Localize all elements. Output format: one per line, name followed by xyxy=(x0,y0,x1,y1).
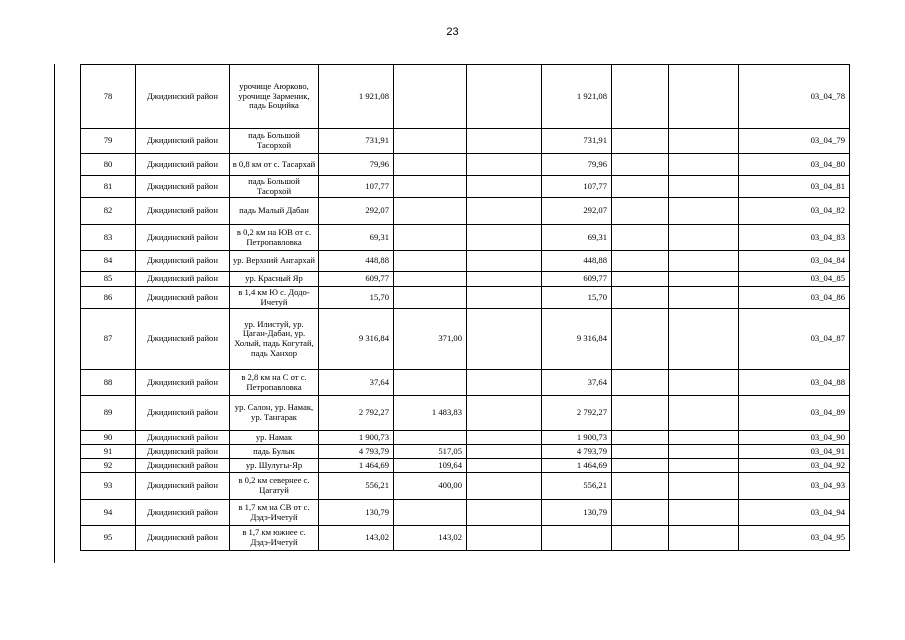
row-number-cell: 88 xyxy=(81,370,136,396)
area-value-cell: 292,07 xyxy=(319,198,394,225)
value-col-4-cell: 292,07 xyxy=(542,198,612,225)
value-col-4-cell: 15,70 xyxy=(542,287,612,309)
value-col-5-cell xyxy=(612,65,669,129)
table-row xyxy=(81,154,850,176)
area-value-cell: 79,96 xyxy=(319,154,394,176)
value-col-6-cell xyxy=(669,473,739,500)
value-col-5-cell xyxy=(612,309,669,370)
value-col-6-cell xyxy=(669,526,739,551)
location-cell: в 0,8 км от с. Тасархай xyxy=(230,154,319,176)
value-col-6-cell xyxy=(669,445,739,459)
district-cell: Джидинский район xyxy=(136,459,230,473)
value-col-2-cell: 517,05 xyxy=(394,445,467,459)
area-value-cell: 143,02 xyxy=(319,526,394,551)
row-number-cell: 81 xyxy=(81,176,136,198)
value-col-2-cell: 1 483,83 xyxy=(394,396,467,431)
value-col-4-cell: 130,79 xyxy=(542,500,612,526)
district-cell: Джидинский район xyxy=(136,65,230,129)
code-cell: 03_04_86 xyxy=(739,287,850,309)
code-cell: 03_04_88 xyxy=(739,370,850,396)
row-number-cell: 85 xyxy=(81,272,136,287)
code-cell: 03_04_80 xyxy=(739,154,850,176)
value-col-2-cell xyxy=(394,272,467,287)
table-row xyxy=(81,287,850,309)
value-col-2-cell xyxy=(394,370,467,396)
value-col-4-cell: 2 792,27 xyxy=(542,396,612,431)
value-col-2-cell xyxy=(394,129,467,154)
value-col-2-cell: 109,64 xyxy=(394,459,467,473)
district-cell: Джидинский район xyxy=(136,473,230,500)
table-row xyxy=(81,431,850,445)
value-col-5-cell xyxy=(612,272,669,287)
location-cell: в 2,8 км на С от с. Петропавловка xyxy=(230,370,319,396)
value-col-3-cell xyxy=(467,309,542,370)
location-cell: падь Большой Тасорхой xyxy=(230,129,319,154)
value-col-2-cell xyxy=(394,65,467,129)
area-value-cell: 2 792,27 xyxy=(319,396,394,431)
district-cell: Джидинский район xyxy=(136,287,230,309)
table-row xyxy=(81,129,850,154)
code-cell: 03_04_91 xyxy=(739,445,850,459)
district-cell: Джидинский район xyxy=(136,445,230,459)
row-number-cell: 90 xyxy=(81,431,136,445)
value-col-6-cell xyxy=(669,396,739,431)
district-cell: Джидинский район xyxy=(136,526,230,551)
code-cell: 03_04_78 xyxy=(739,65,850,129)
value-col-5-cell xyxy=(612,473,669,500)
district-cell: Джидинский район xyxy=(136,251,230,272)
table-row xyxy=(81,309,850,370)
row-number-cell: 94 xyxy=(81,500,136,526)
value-col-6-cell xyxy=(669,287,739,309)
code-cell: 03_04_84 xyxy=(739,251,850,272)
code-cell: 03_04_81 xyxy=(739,176,850,198)
district-cell: Джидинский район xyxy=(136,198,230,225)
code-cell: 03_04_90 xyxy=(739,431,850,445)
value-col-5-cell xyxy=(612,251,669,272)
value-col-3-cell xyxy=(467,445,542,459)
value-col-3-cell xyxy=(467,154,542,176)
row-number-cell: 84 xyxy=(81,251,136,272)
margin-rule xyxy=(54,64,55,563)
location-cell: в 1,7 км южнее с. Дэдэ-Ичетуй xyxy=(230,526,319,551)
value-col-5-cell xyxy=(612,370,669,396)
row-number-cell: 79 xyxy=(81,129,136,154)
location-cell: падь Большой Тасорхой xyxy=(230,176,319,198)
area-value-cell: 1 464,69 xyxy=(319,459,394,473)
row-number-cell: 91 xyxy=(81,445,136,459)
value-col-3-cell xyxy=(467,526,542,551)
location-cell: ур. Верхний Ангархай xyxy=(230,251,319,272)
value-col-4-cell: 556,21 xyxy=(542,473,612,500)
location-cell: падь Булык xyxy=(230,445,319,459)
area-value-cell: 448,88 xyxy=(319,251,394,272)
value-col-4-cell: 731,91 xyxy=(542,129,612,154)
location-cell: ур. Шулугы-Яр xyxy=(230,459,319,473)
value-col-6-cell xyxy=(669,65,739,129)
code-cell: 03_04_92 xyxy=(739,459,850,473)
code-cell: 03_04_85 xyxy=(739,272,850,287)
value-col-2-cell xyxy=(394,176,467,198)
location-cell: ур. Салон, ур. Намак, ур. Тангарак xyxy=(230,396,319,431)
area-value-cell: 130,79 xyxy=(319,500,394,526)
code-cell: 03_04_94 xyxy=(739,500,850,526)
table-row xyxy=(81,251,850,272)
value-col-5-cell xyxy=(612,431,669,445)
value-col-5-cell xyxy=(612,445,669,459)
value-col-3-cell xyxy=(467,396,542,431)
value-col-6-cell xyxy=(669,500,739,526)
value-col-2-cell xyxy=(394,198,467,225)
table-row xyxy=(81,272,850,287)
value-col-5-cell xyxy=(612,287,669,309)
table-row xyxy=(81,473,850,500)
district-cell: Джидинский район xyxy=(136,431,230,445)
code-cell: 03_04_82 xyxy=(739,198,850,225)
row-number-cell: 93 xyxy=(81,473,136,500)
value-col-3-cell xyxy=(467,65,542,129)
district-cell: Джидинский район xyxy=(136,129,230,154)
district-cell: Джидинский район xyxy=(136,154,230,176)
location-cell: урочище Аюрково, урочище Зарменик, падь Боцийка xyxy=(230,65,319,129)
row-number-cell: 80 xyxy=(81,154,136,176)
location-cell: в 1,7 км на СВ от с. Дэдэ-Ичетуй xyxy=(230,500,319,526)
code-cell: 03_04_93 xyxy=(739,473,850,500)
value-col-6-cell xyxy=(669,176,739,198)
value-col-2-cell xyxy=(394,251,467,272)
value-col-2-cell xyxy=(394,225,467,251)
area-value-cell: 69,31 xyxy=(319,225,394,251)
value-col-2-cell: 400,00 xyxy=(394,473,467,500)
code-cell: 03_04_95 xyxy=(739,526,850,551)
value-col-3-cell xyxy=(467,370,542,396)
value-col-3-cell xyxy=(467,198,542,225)
value-col-4-cell: 9 316,84 xyxy=(542,309,612,370)
value-col-4-cell: 37,64 xyxy=(542,370,612,396)
area-value-cell: 1 921,08 xyxy=(319,65,394,129)
district-cell: Джидинский район xyxy=(136,500,230,526)
value-col-3-cell xyxy=(467,225,542,251)
row-number-cell: 86 xyxy=(81,287,136,309)
value-col-2-cell xyxy=(394,431,467,445)
row-number-cell: 92 xyxy=(81,459,136,473)
area-value-cell: 1 900,73 xyxy=(319,431,394,445)
table-row xyxy=(81,198,850,225)
district-cell: Джидинский район xyxy=(136,370,230,396)
value-col-6-cell xyxy=(669,251,739,272)
area-value-cell: 731,91 xyxy=(319,129,394,154)
area-value-cell: 37,64 xyxy=(319,370,394,396)
code-cell: 03_04_83 xyxy=(739,225,850,251)
table-row xyxy=(81,396,850,431)
value-col-2-cell xyxy=(394,287,467,309)
row-number-cell: 78 xyxy=(81,65,136,129)
district-cell: Джидинский район xyxy=(136,396,230,431)
value-col-5-cell xyxy=(612,225,669,251)
location-cell: ур. Намак xyxy=(230,431,319,445)
value-col-6-cell xyxy=(669,272,739,287)
table-row xyxy=(81,225,850,251)
row-number-cell: 83 xyxy=(81,225,136,251)
value-col-3-cell xyxy=(467,176,542,198)
value-col-2-cell: 143,02 xyxy=(394,526,467,551)
table-row xyxy=(81,500,850,526)
table-row xyxy=(81,526,850,551)
location-cell: ур. Красный Яр xyxy=(230,272,319,287)
location-cell: падь Малый Дабан xyxy=(230,198,319,225)
value-col-6-cell xyxy=(669,129,739,154)
table-body xyxy=(81,65,850,551)
value-col-5-cell xyxy=(612,500,669,526)
value-col-3-cell xyxy=(467,287,542,309)
value-col-5-cell xyxy=(612,176,669,198)
district-cell: Джидинский район xyxy=(136,272,230,287)
value-col-6-cell xyxy=(669,459,739,473)
code-cell: 03_04_87 xyxy=(739,309,850,370)
value-col-5-cell xyxy=(612,129,669,154)
location-cell: ур. Илистуй, ур. Цаган-Дабан, ур. Холый, падь Когутай, падь Ханхор xyxy=(230,309,319,370)
page-number: 23 xyxy=(446,26,459,38)
value-col-6-cell xyxy=(669,431,739,445)
table-row xyxy=(81,445,850,459)
code-cell: 03_04_79 xyxy=(739,129,850,154)
data-table xyxy=(80,64,850,551)
value-col-6-cell xyxy=(669,225,739,251)
value-col-3-cell xyxy=(467,473,542,500)
table-row xyxy=(81,176,850,198)
area-value-cell: 4 793,79 xyxy=(319,445,394,459)
value-col-3-cell xyxy=(467,129,542,154)
value-col-5-cell xyxy=(612,526,669,551)
district-cell: Джидинский район xyxy=(136,176,230,198)
value-col-3-cell xyxy=(467,251,542,272)
row-number-cell: 95 xyxy=(81,526,136,551)
code-cell: 03_04_89 xyxy=(739,396,850,431)
area-value-cell: 107,77 xyxy=(319,176,394,198)
value-col-4-cell: 107,77 xyxy=(542,176,612,198)
value-col-4-cell: 4 793,79 xyxy=(542,445,612,459)
area-value-cell: 556,21 xyxy=(319,473,394,500)
value-col-6-cell xyxy=(669,370,739,396)
value-col-4-cell: 1 464,69 xyxy=(542,459,612,473)
area-value-cell: 9 316,84 xyxy=(319,309,394,370)
value-col-6-cell xyxy=(669,198,739,225)
location-cell: в 0,2 км на ЮВ от с. Петропавловка xyxy=(230,225,319,251)
value-col-3-cell xyxy=(467,459,542,473)
table-row xyxy=(81,65,850,129)
value-col-4-cell: 79,96 xyxy=(542,154,612,176)
value-col-4-cell: 1 900,73 xyxy=(542,431,612,445)
value-col-4-cell: 609,77 xyxy=(542,272,612,287)
value-col-5-cell xyxy=(612,396,669,431)
value-col-3-cell xyxy=(467,272,542,287)
value-col-2-cell xyxy=(394,154,467,176)
location-cell: в 0,2 км севернее с. Цагатуй xyxy=(230,473,319,500)
row-number-cell: 82 xyxy=(81,198,136,225)
value-col-2-cell xyxy=(394,500,467,526)
value-col-4-cell: 1 921,08 xyxy=(542,65,612,129)
row-number-cell: 89 xyxy=(81,396,136,431)
value-col-5-cell xyxy=(612,459,669,473)
area-value-cell: 609,77 xyxy=(319,272,394,287)
table-row xyxy=(81,370,850,396)
value-col-4-cell: 69,31 xyxy=(542,225,612,251)
table-row xyxy=(81,459,850,473)
value-col-4-cell: 448,88 xyxy=(542,251,612,272)
district-cell: Джидинский район xyxy=(136,309,230,370)
value-col-4-cell xyxy=(542,526,612,551)
value-col-5-cell xyxy=(612,198,669,225)
value-col-6-cell xyxy=(669,309,739,370)
area-value-cell: 15,70 xyxy=(319,287,394,309)
district-cell: Джидинский район xyxy=(136,225,230,251)
value-col-3-cell xyxy=(467,500,542,526)
row-number-cell: 87 xyxy=(81,309,136,370)
value-col-2-cell: 371,00 xyxy=(394,309,467,370)
value-col-6-cell xyxy=(669,154,739,176)
value-col-3-cell xyxy=(467,431,542,445)
value-col-5-cell xyxy=(612,154,669,176)
location-cell: в 1,4 км Ю с. Додо-Ичетуй xyxy=(230,287,319,309)
